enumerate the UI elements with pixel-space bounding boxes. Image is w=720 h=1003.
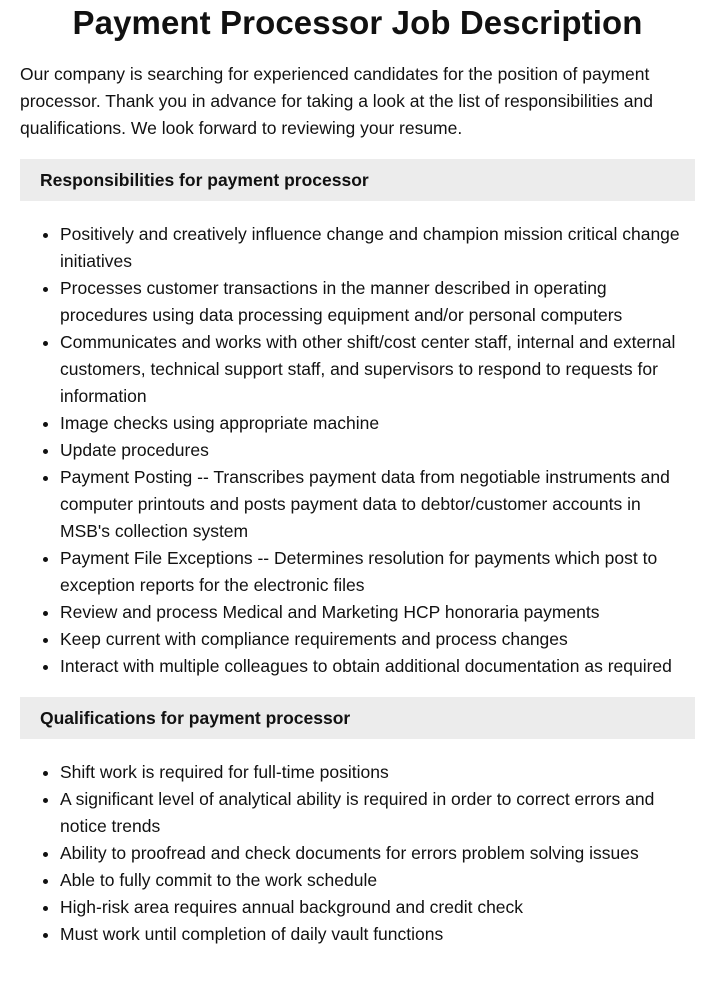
qualifications-heading: Qualifications for payment processor bbox=[20, 697, 695, 739]
list-item: • Communicates and works with other shift/cost center staff, internal and external customers, technical support staff, and supervisors to respond to requests for information bbox=[60, 329, 695, 410]
list-item: • Payment Posting -- Transcribes payment data from negotiable instruments and computer printouts and posts payment data to debtor/customer accounts in MSB's collection system bbox=[60, 464, 695, 545]
list-item: • Shift work is required for full-time positions bbox=[60, 759, 695, 786]
list-item: • Ability to proofread and check documents for errors problem solving issues bbox=[60, 840, 695, 867]
responsibilities-heading: Responsibilities for payment processor bbox=[20, 159, 695, 201]
list-item: • High-risk area requires annual background and credit check bbox=[60, 894, 695, 921]
list-item: • Able to fully commit to the work schedule bbox=[60, 867, 695, 894]
list-item: • Review and process Medical and Marketing HCP honoraria payments bbox=[60, 599, 695, 626]
list-item: • Must work until completion of daily vault functions bbox=[60, 921, 695, 948]
qualifications-list bbox=[20, 759, 695, 948]
list-item: • Keep current with compliance requirements and process changes bbox=[60, 626, 695, 653]
list-item: • Update procedures bbox=[60, 437, 695, 464]
list-item: • A significant level of analytical ability is required in order to correct errors and notice trends bbox=[60, 786, 695, 840]
list-item: • Interact with multiple colleagues to obtain additional documentation as required bbox=[60, 653, 695, 680]
list-item: • Positively and creatively influence change and champion mission critical change initiatives bbox=[60, 221, 695, 275]
list-item: • Processes customer transactions in the manner described in operating procedures using data processing equipment and/or personal computers bbox=[60, 275, 695, 329]
responsibilities-list bbox=[20, 221, 695, 680]
list-item: • Payment File Exceptions -- Determines resolution for payments which post to exception reports for the electronic files bbox=[60, 545, 695, 599]
intro-paragraph: Our company is searching for experienced candidates for the position of payment processor. Thank you in advance for taking a look at the list of responsibilities and qualifications. We look forward to reviewing your resume. bbox=[20, 64, 653, 138]
list-item: • Image checks using appropriate machine bbox=[60, 410, 695, 437]
page-title: Payment Processor Job Description bbox=[72, 4, 643, 41]
